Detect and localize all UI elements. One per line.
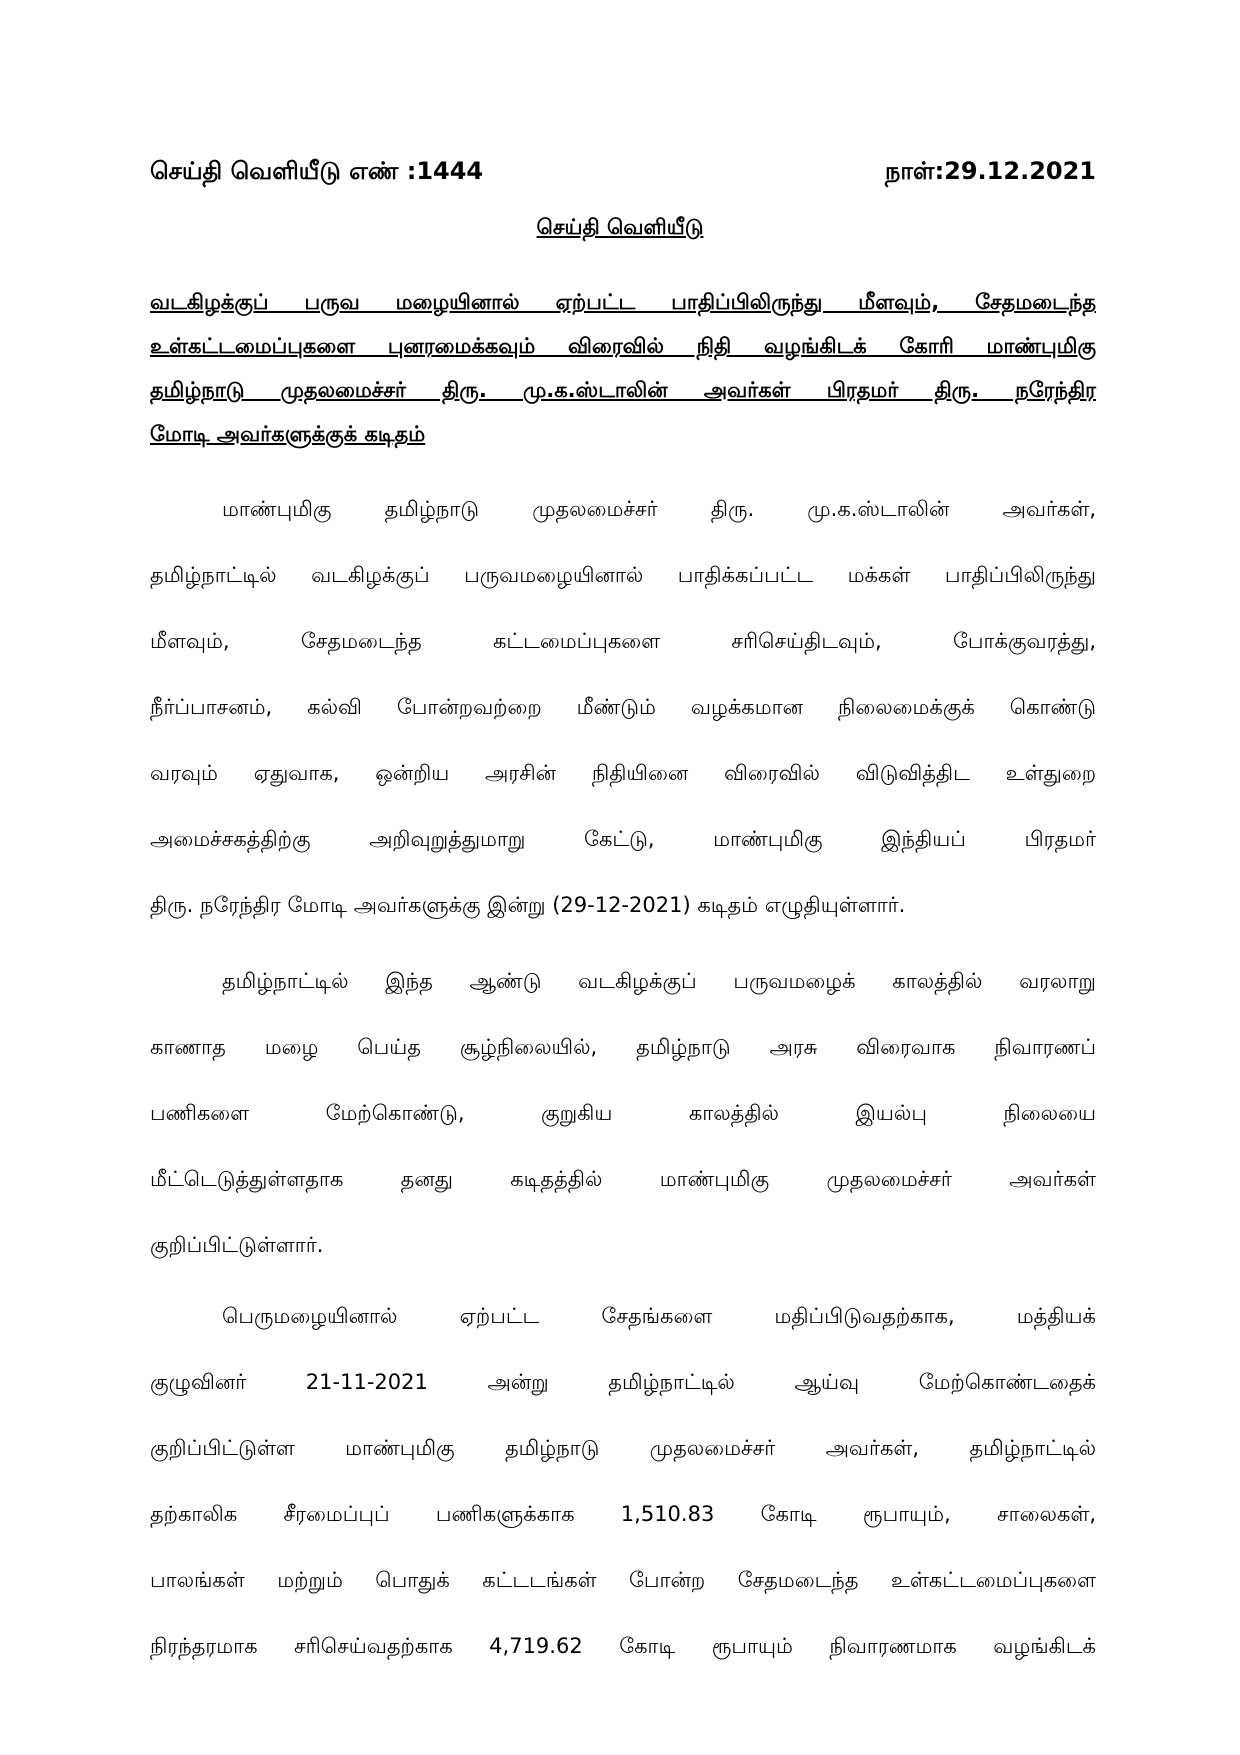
paragraph-line: தமிழ்நாட்டில் இந்த ஆண்டு வடகிழக்குப் பருவமழைக் காலத்தில் வரலாறு (222, 969, 1096, 993)
paragraph-line: நீர்ப்பாசனம், கல்வி போன்றவற்றை மீண்டும் வழக்கமான நிலைமைக்குக் கொண்டு (150, 695, 1096, 719)
paragraph-line: பணிகளை மேற்கொண்டு, குறுகிய காலத்தில் இயல்பு நிலையை (150, 1101, 1096, 1125)
subject-line: உள்கட்டமைப்புகளை புனரமைக்கவும் விரைவில் நிதி வழங்கிடக் கோரி மாண்புமிகு (150, 334, 1096, 358)
paragraph-line: திரு. நரேந்திர மோடி அவர்களுக்கு இன்று (29-12-2021) கடிதம் எழுதியுள்ளார். (150, 893, 906, 917)
paragraph-line: நிரந்தரமாக சரிசெய்வதற்காக 4,719.62 கோடி ரூபாயும் நிவாரணமாக வழங்கிடக் (150, 1634, 1096, 1658)
paragraph-2 (150, 948, 1096, 1278)
paragraph-line: தமிழ்நாட்டில் வடகிழக்குப் பருவமழையினால் பாதிக்கப்பட்ட மக்கள் பாதிப்பிலிருந்து (150, 563, 1096, 587)
header-line (150, 157, 1096, 193)
document-title: செய்தி வெளியீடு (536, 215, 704, 239)
paragraph-line: பெருமழையினால் ஏற்பட்ட சேதங்களை மதிப்பிடுவதற்காக, மத்தியக் (222, 1304, 1096, 1328)
paragraph-line: காணாத மழை பெய்த சூழ்நிலையில், தமிழ்நாடு அரசு விரைவாக நிவாரணப் (150, 1035, 1096, 1059)
paragraph-line: குழுவினர் 21-11-2021 அன்று தமிழ்நாட்டில் ஆய்வு மேற்கொண்டதைக் (150, 1370, 1096, 1394)
paragraph-line: குறிப்பிட்டுள்ளார். (150, 1233, 324, 1257)
release-date: நாள்:29.12.2021 (884, 157, 1096, 185)
paragraph-line: பாலங்கள் மற்றும் பொதுக் கட்டடங்கள் போன்ற சேதமடைந்த உள்கட்டமைப்புகளை (150, 1568, 1096, 1592)
subject-line: தமிழ்நாடு முதலமைச்சர் திரு. மு.க.ஸ்டாலின் அவர்கள் பிரதமர் திரு. நரேந்திர (150, 378, 1096, 402)
subject-heading (150, 280, 1096, 456)
subject-line: வடகிழக்குப் பருவ மழையினால் ஏற்பட்ட பாதிப்பிலிருந்து மீளவும், சேதமடைந்த (150, 290, 1096, 314)
subject-line: மோடி அவர்களுக்குக் கடிதம் (150, 422, 426, 446)
paragraph-line: மீளவும், சேதமடைந்த கட்டமைப்புகளை சரிசெய்திடவும், போக்குவரத்து, (150, 629, 1096, 653)
paragraph-1 (150, 476, 1096, 938)
paragraph-line: அமைச்சகத்திற்கு அறிவுறுத்துமாறு கேட்டு, மாண்புமிகு இந்தியப் பிரதமர் (150, 827, 1096, 851)
paragraph-line: வரவும் ஏதுவாக, ஒன்றிய அரசின் நிதியினை விரைவில் விடுவித்திட உள்துறை (150, 761, 1096, 785)
paragraph-line: தற்காலிக சீரமைப்புப் பணிகளுக்காக 1,510.83 கோடி ரூபாயும், சாலைகள், (150, 1502, 1096, 1526)
paragraph-3 (150, 1283, 1096, 1679)
release-number: செய்தி வெளியீடு எண் :1444 (150, 157, 484, 185)
paragraph-line: மீட்டெடுத்துள்ளதாக தனது கடிதத்தில் மாண்புமிகு முதலமைச்சர் அவர்கள் (150, 1167, 1096, 1191)
paragraph-line: குறிப்பிட்டுள்ள மாண்புமிகு தமிழ்நாடு முதலமைச்சர் அவர்கள், தமிழ்நாட்டில் (150, 1436, 1096, 1460)
paragraph-line: மாண்புமிகு தமிழ்நாடு முதலமைச்சர் திரு. மு.க.ஸ்டாலின் அவர்கள், (222, 497, 1096, 521)
